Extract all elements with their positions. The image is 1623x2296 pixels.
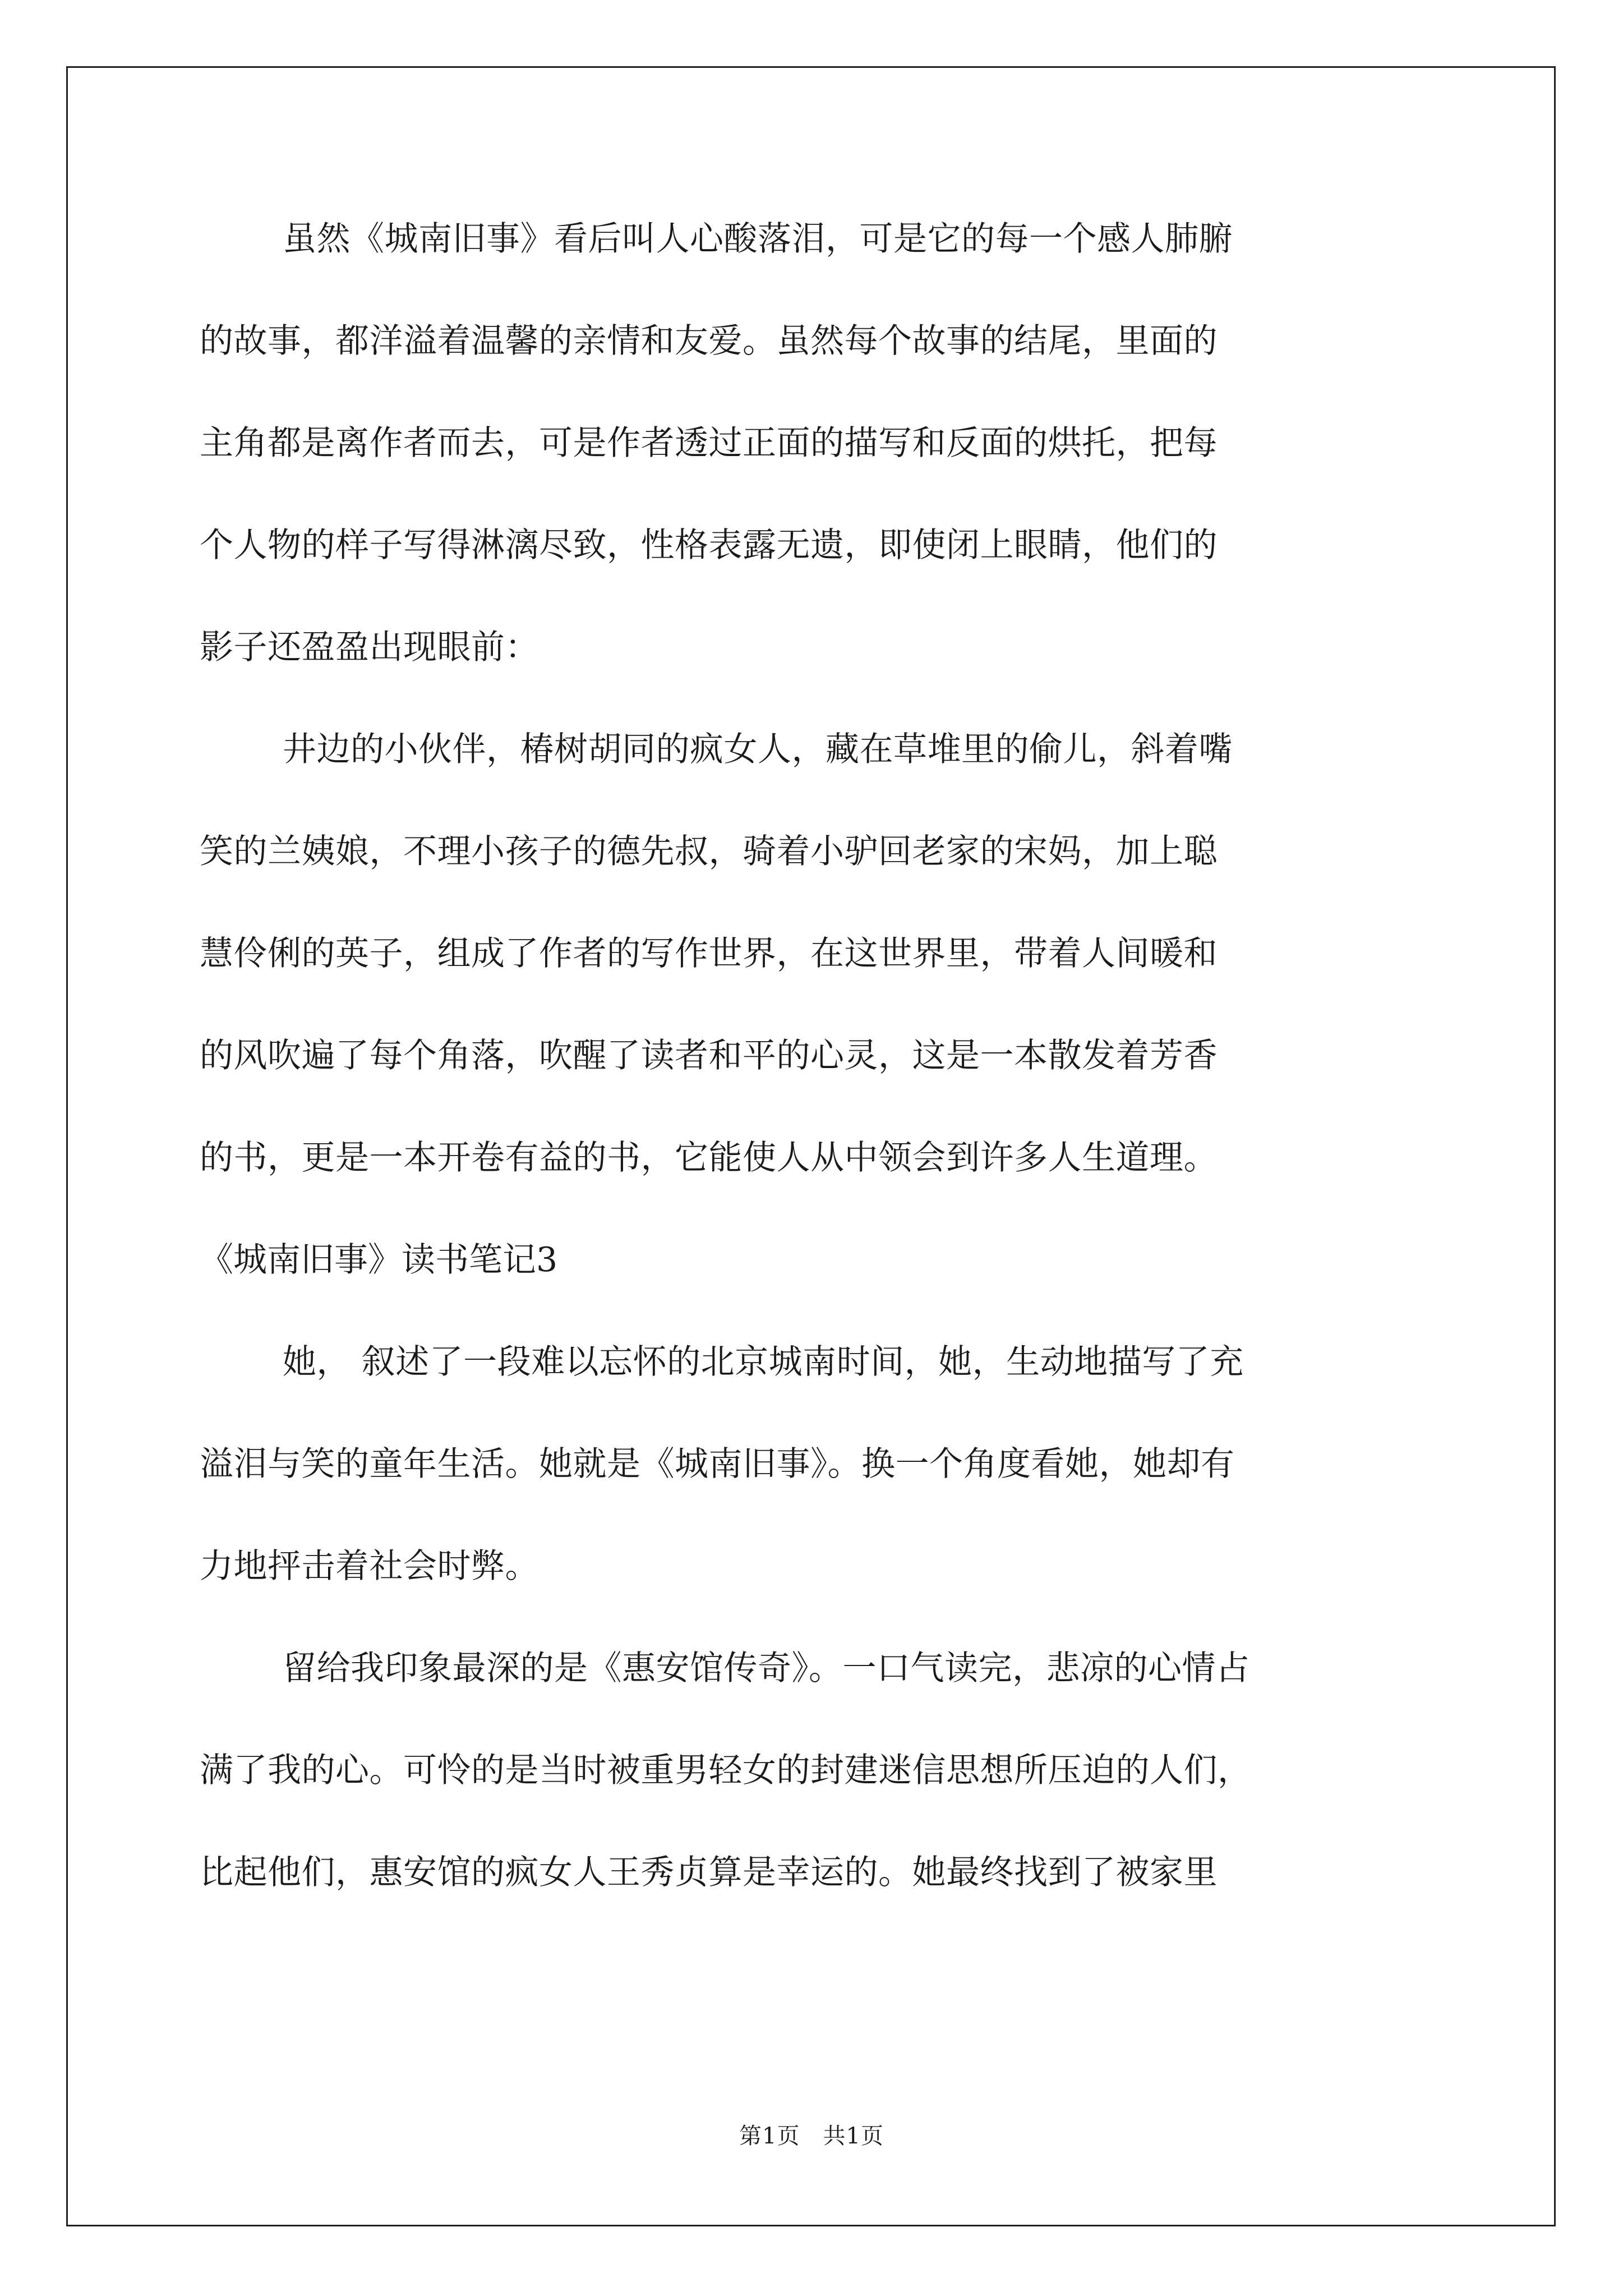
paragraph-2-line-2: 笑的兰姨娘，不理小孩子的德先叔，骑着小驴回老家的宋妈，加上聪 (200, 832, 1218, 871)
paragraph-1-line-2: 的故事，都洋溢着温馨的亲情和友爱。虽然每个故事的结尾，里面的 (200, 321, 1218, 361)
paragraph-2-line-5: 的书，更是一本开卷有益的书，它能使人从中领会到许多人生道理。 (200, 1138, 1218, 1177)
paragraph-3-line-3: 力地抨击着社会时弊。 (200, 1547, 539, 1586)
paragraph-3-line-2: 溢泪与笑的童年生活。她就是《城南旧事》。换一个角度看她，她却有 (200, 1444, 1235, 1484)
paragraph-3-line-1: 她， 叙述了一段难以忘怀的北京城南时间，她，生动地描写了充 (283, 1342, 1244, 1382)
paragraph-2-line-1: 井边的小伙伴，椿树胡同的疯女人，藏在草堆里的偷儿，斜着嘴 (283, 730, 1233, 769)
paragraph-4-line-2: 满了我的心。可怜的是当时被重男轻女的封建迷信思想所压迫的人们， (200, 1751, 1252, 1790)
paragraph-1-line-3: 主角都是离作者而去，可是作者透过正面的描写和反面的烘托，把每 (200, 424, 1218, 463)
page-footer: 第1页 共1页 (739, 2123, 884, 2149)
paragraph-4-line-1: 留给我印象最深的是《惠安馆传奇》。一口气读完，悲凉的心情占 (283, 1649, 1250, 1688)
paragraph-1-line-1: 虽然《城南旧事》看后叫人心酸落泪，可是它的每一个感人肺腑 (283, 219, 1233, 259)
paragraph-4-line-3: 比起他们，惠安馆的疯女人王秀贞算是幸运的。她最终找到了被家里 (200, 1853, 1218, 1892)
paragraph-1-line-5: 影子还盈盈出现眼前： (200, 628, 539, 667)
section-heading: 《城南旧事》读书笔记3 (200, 1240, 558, 1280)
paragraph-1-line-4: 个人物的样子写得淋漓尽致，性格表露无遗，即使闭上眼睛，他们的 (200, 526, 1218, 565)
paragraph-2-line-4: 的风吹遍了每个角落，吹醒了读者和平的心灵，这是一本散发着芳香 (200, 1036, 1218, 1075)
document-body (200, 212, 1422, 1948)
paragraph-2-line-3: 慧伶俐的英子，组成了作者的写作世界，在这世界里，带着人间暖和 (200, 934, 1218, 973)
